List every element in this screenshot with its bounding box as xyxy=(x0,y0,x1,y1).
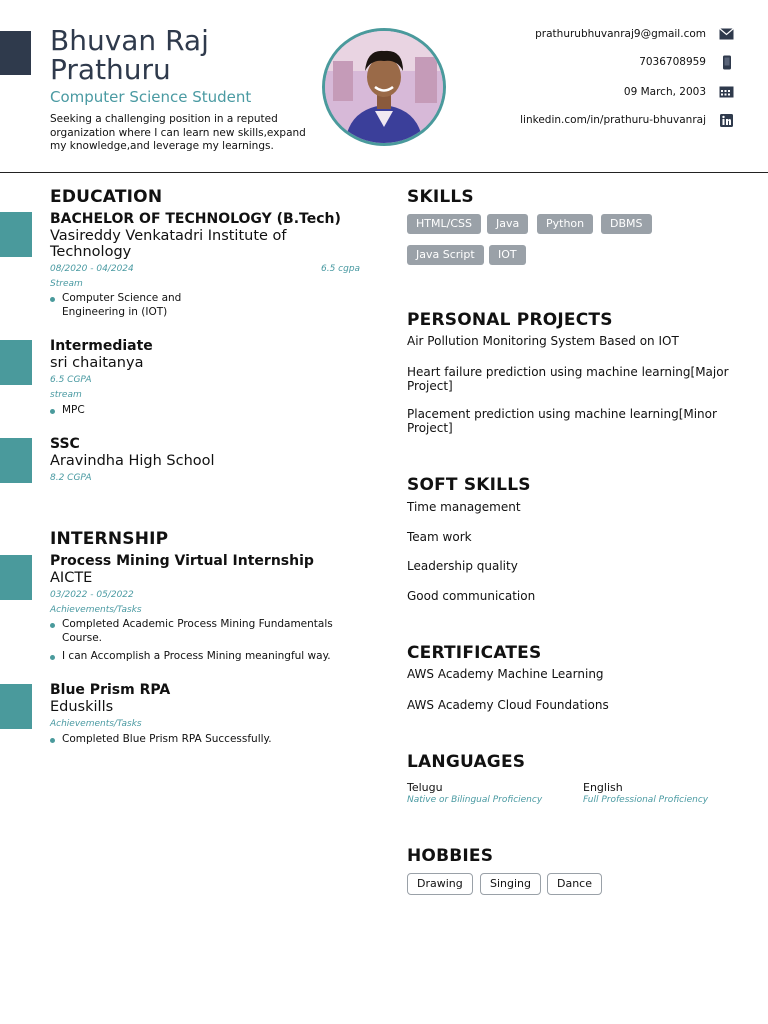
internship-role: Blue Prism RPA xyxy=(50,682,171,698)
internship-role: Process Mining Virtual Internship xyxy=(50,553,314,569)
email-icon xyxy=(719,28,734,40)
skill-tag: Java Script xyxy=(407,245,484,265)
language-name: English xyxy=(583,781,623,794)
internship-label: Achievements/Tasks xyxy=(50,719,142,729)
education-label: stream xyxy=(50,390,82,400)
name-line-1: Bhuvan Raj xyxy=(50,24,209,57)
contact-phone[interactable]: 7036708959 xyxy=(639,56,706,68)
certificate-item: AWS Academy Machine Learning xyxy=(407,667,604,681)
education-school: Aravindha High School xyxy=(50,453,215,469)
skill-tag: Python xyxy=(537,214,593,234)
skills-heading: SKILLS xyxy=(407,187,474,207)
education-accent-bar xyxy=(0,438,32,483)
education-dates: 08/2020 - 04/2024 xyxy=(50,264,134,274)
header-divider xyxy=(0,172,768,173)
internship-dates: 03/2022 - 05/2022 xyxy=(50,590,134,600)
name-line-2: Prathuru xyxy=(50,53,171,86)
education-accent-bar xyxy=(0,340,32,385)
project-item: Placement prediction using machine learning[Minor Project] xyxy=(407,407,717,435)
summary-text: Seeking a challenging position in a reputed organization where I can learn new skills,expand my knowledge,and leverage my learnings. xyxy=(50,113,306,152)
education-score: 6.5 cgpa xyxy=(321,264,361,274)
education-accent-bar xyxy=(0,212,32,257)
language-level: Native or Bilingual Proficiency xyxy=(407,795,543,805)
hobby-tag: Singing xyxy=(480,873,541,895)
soft-skills-heading: SOFT SKILLS xyxy=(407,475,531,495)
hobbies-heading: HOBBIES xyxy=(407,846,494,866)
internship-bullet: Completed Academic Process Mining Fundamentals Course. xyxy=(50,618,352,645)
hobby-tag: Dance xyxy=(547,873,602,895)
education-bullet: Computer Science and Engineering in (IOT) xyxy=(50,292,212,319)
education-degree: SSC xyxy=(50,436,80,452)
skill-tag: Java xyxy=(487,214,528,234)
candidate-name xyxy=(50,26,310,84)
languages-heading: LANGUAGES xyxy=(407,752,526,772)
education-heading: EDUCATION xyxy=(50,187,163,207)
education-degree: BACHELOR OF TECHNOLOGY (B.Tech) xyxy=(50,211,341,227)
soft-skill-item: Time management xyxy=(407,500,521,514)
profile-photo xyxy=(322,28,446,146)
project-item: Heart failure prediction using machine learning[Major Project] xyxy=(407,365,729,393)
candidate-role: Computer Science Student xyxy=(50,88,252,106)
education-bullet: MPC xyxy=(50,404,212,418)
internship-heading: INTERNSHIP xyxy=(50,529,169,549)
projects-heading: PERSONAL PROJECTS xyxy=(407,310,613,330)
language-level: Full Professional Proficiency xyxy=(583,795,709,805)
project-item: Air Pollution Monitoring System Based on IOT xyxy=(407,334,679,348)
skill-tag: HTML/CSS xyxy=(407,214,481,234)
calendar-icon xyxy=(719,86,734,98)
soft-skill-item: Good communication xyxy=(407,589,536,603)
contact-birthdate: 09 March, 2003 xyxy=(623,86,706,98)
certificates-heading: CERTIFICATES xyxy=(407,643,542,663)
language-name: Telugu xyxy=(407,781,443,794)
education-label: Stream xyxy=(50,279,83,289)
education-score: 8.2 CGPA xyxy=(50,473,92,483)
linkedin-icon xyxy=(720,114,733,127)
internship-org: Eduskills xyxy=(50,699,114,715)
soft-skill-item: Team work xyxy=(407,530,472,544)
internship-bullet: Completed Blue Prism RPA Successfully. xyxy=(50,733,362,747)
contact-linkedin[interactable]: linkedin.com/in/prathuru-bhuvanraj xyxy=(520,114,706,126)
internship-label: Achievements/Tasks xyxy=(50,605,142,615)
skill-tag: DBMS xyxy=(601,214,652,234)
header-accent-bar xyxy=(0,31,31,75)
education-degree: Intermediate xyxy=(50,338,153,354)
phone-icon xyxy=(719,55,734,70)
internship-accent-bar xyxy=(0,684,32,729)
internship-org: AICTE xyxy=(50,570,93,586)
contact-email[interactable]: prathurubhuvanraj9@gmail.com xyxy=(535,28,706,40)
education-school: sri chaitanya xyxy=(50,355,144,371)
certificate-item: AWS Academy Cloud Foundations xyxy=(407,698,609,712)
internship-accent-bar xyxy=(0,555,32,600)
education-school: Vasireddy Venkatadri Institute of Technology xyxy=(50,228,287,260)
education-score: 6.5 CGPA xyxy=(50,375,92,385)
skill-tag: IOT xyxy=(489,245,526,265)
hobby-tag: Drawing xyxy=(407,873,473,895)
soft-skill-item: Leadership quality xyxy=(407,559,518,573)
internship-bullet: I can Accomplish a Process Mining meaningful way. xyxy=(50,650,362,664)
